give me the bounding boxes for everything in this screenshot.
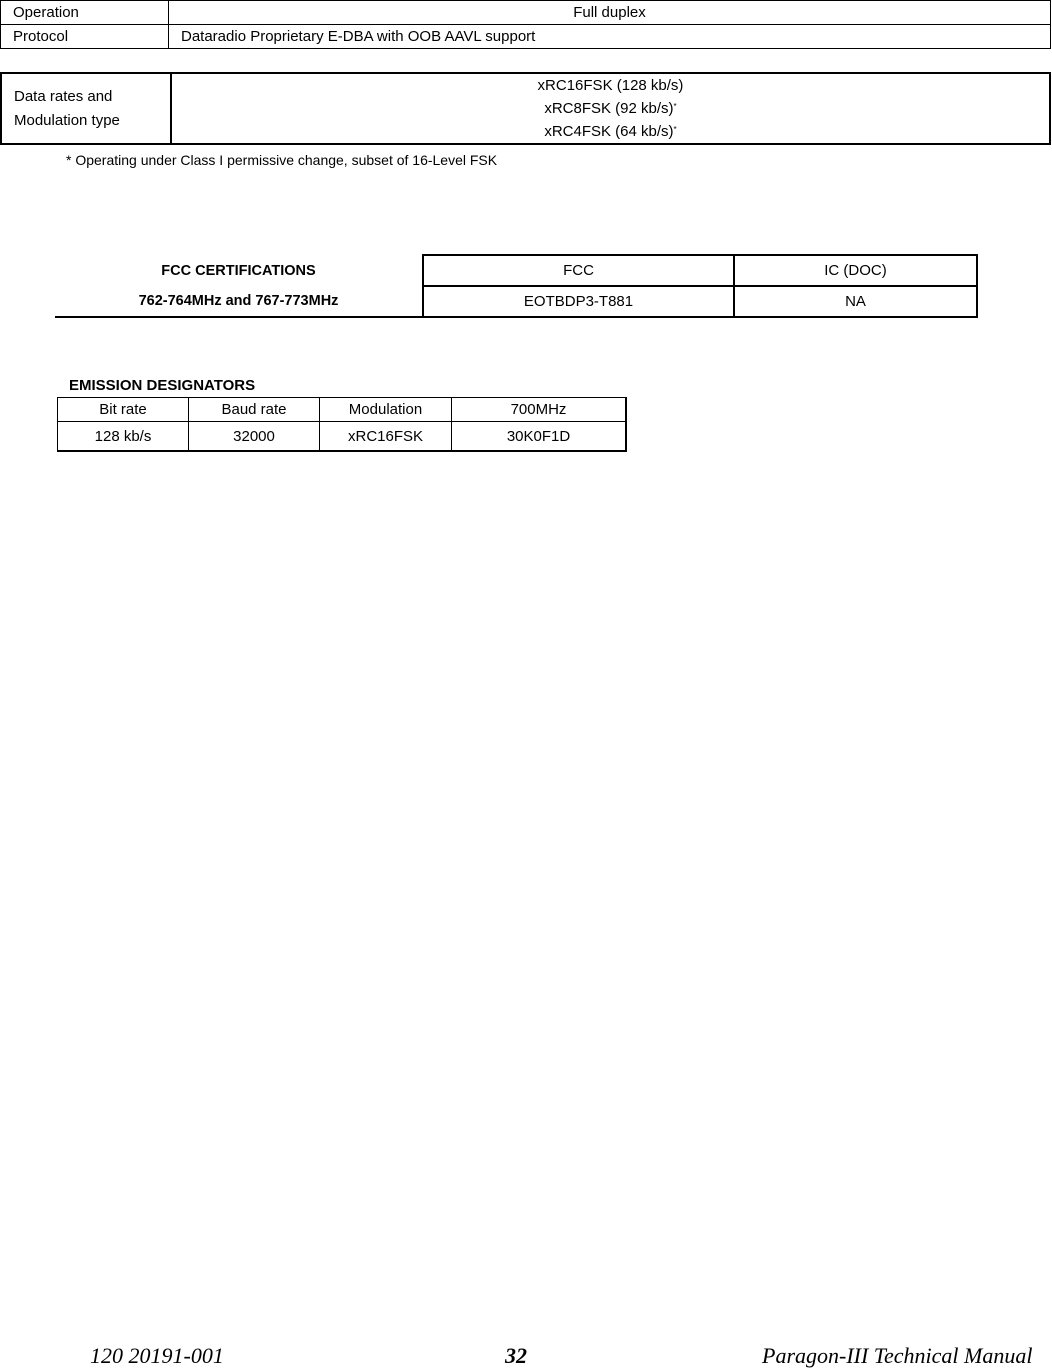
emission-data-row xyxy=(58,422,627,452)
footnote-mark: * xyxy=(673,102,677,111)
spec-table-operation-protocol xyxy=(0,0,1051,49)
footnote: * Operating under Class I permissive change, subset of 16-Level FSK xyxy=(66,152,498,168)
emission-header-cell: Baud rate xyxy=(189,398,320,422)
data-rate-value-row xyxy=(172,120,1049,143)
emission-header-row xyxy=(58,398,627,422)
emission-data-cell: 32000 xyxy=(189,422,320,452)
protocol-value: Dataradio Proprietary E-DBA with OOB AAVL support xyxy=(169,25,1051,49)
fcc-band: 762-764MHz and 767-773MHz xyxy=(55,286,423,317)
emission-data-cell: 30K0F1D xyxy=(452,422,627,452)
fcc-certifications-table xyxy=(55,254,978,318)
data-rates-label-line2: Modulation type xyxy=(14,111,120,129)
protocol-label: Protocol xyxy=(1,25,169,49)
fcc-header-row xyxy=(55,255,977,286)
data-rates-label xyxy=(1,73,171,144)
spec-row-protocol xyxy=(1,25,1051,49)
spec-row-operation xyxy=(1,1,1051,25)
operation-label: Operation xyxy=(1,1,169,25)
footer-manual-title: Paragon-III Technical Manual xyxy=(762,1343,1033,1368)
fcc-title: FCC CERTIFICATIONS xyxy=(161,262,316,279)
data-rates-label-line1: Data rates and xyxy=(14,87,113,105)
spec-table-data-rates xyxy=(0,72,1051,145)
emission-data-cell: xRC16FSK xyxy=(320,422,452,452)
data-rate-value: xRC8FSK (92 kb/s) xyxy=(544,100,674,117)
emission-designators-table xyxy=(57,397,627,452)
fcc-data-row xyxy=(55,286,977,317)
footnote-mark: * xyxy=(673,125,677,134)
emission-header-cell: 700MHz xyxy=(452,398,627,422)
footer-page-number: 32 xyxy=(505,1343,527,1368)
data-rate-value-row xyxy=(172,97,1049,120)
spec-row-data-rates xyxy=(1,73,1050,144)
operation-value: Full duplex xyxy=(169,1,1051,25)
emission-designators-title: EMISSION DESIGNATORS xyxy=(69,377,256,394)
emission-header-cell: Modulation xyxy=(320,398,452,422)
emission-data-cell: 128 kb/s xyxy=(58,422,189,452)
emission-header-cell: Bit rate xyxy=(58,398,189,422)
data-rate-value: xRC4FSK (64 kb/s) xyxy=(544,123,674,140)
fcc-value: EOTBDP3-T881 xyxy=(423,286,734,317)
data-rate-value: xRC16FSK (128 kb/s) xyxy=(537,77,684,94)
ic-value: NA xyxy=(734,286,977,317)
ic-column-header: IC (DOC) xyxy=(734,255,977,286)
fcc-column-header: FCC xyxy=(423,255,734,286)
footer-doc-number: 120 20191-001 xyxy=(90,1343,224,1368)
data-rates-values xyxy=(171,73,1050,144)
